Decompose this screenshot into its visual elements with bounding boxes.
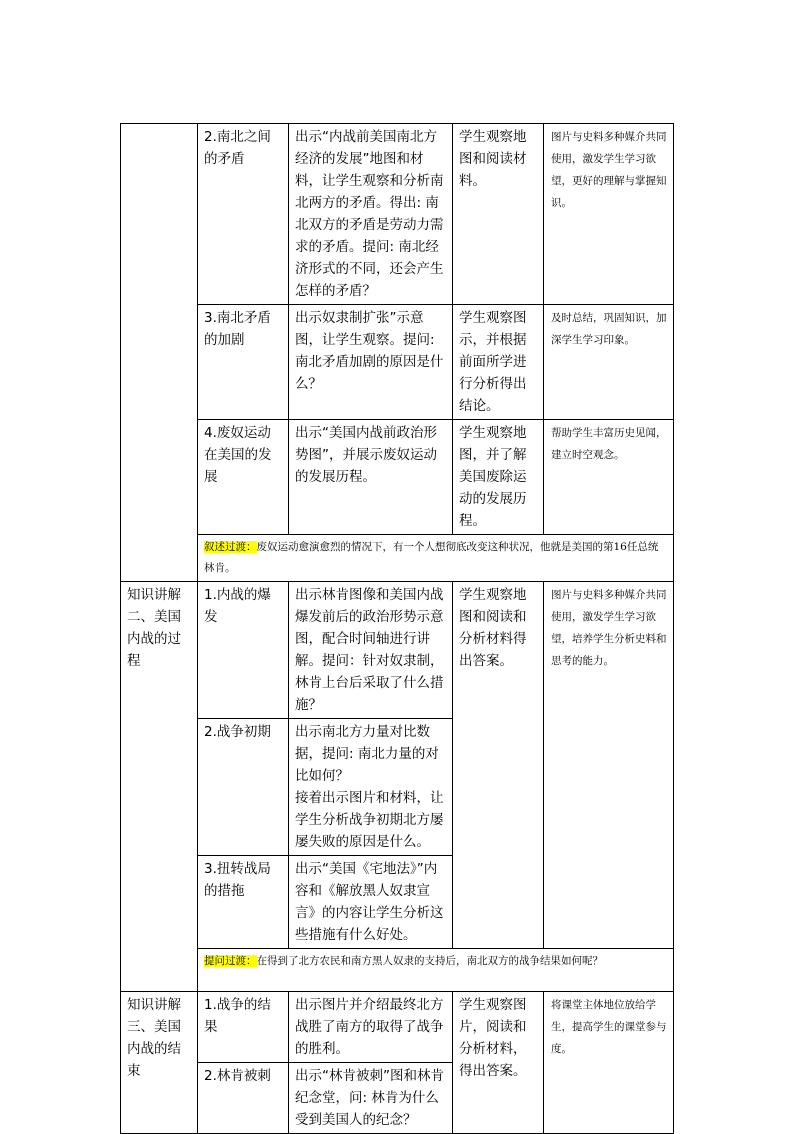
transition-row — [121, 949, 674, 992]
design-purpose-cell: 图片与史料多种媒介共同使用，激发学生学习欲望，培养学生分析史料和思考的能力。 — [544, 582, 674, 949]
topic-cell: 3.扭转战局的措拖 — [198, 856, 289, 949]
student-activity-cell: 学生观察地图和阅读材料。 — [453, 124, 544, 305]
design-purpose-cell: 及时总结，巩固知识，加深学生学习印象。 — [544, 305, 674, 420]
table-row — [121, 305, 674, 420]
teacher-activity-line: 出示南北方力量对比数据，提问: 南北力量的对比如何？ — [295, 724, 439, 784]
transition-cell — [198, 949, 674, 992]
table-row — [121, 582, 674, 719]
topic-cell: 3.南北矛盾的加剧 — [198, 305, 289, 420]
teacher-activity-cell: 出示林肯图像和美国内战爆发前后的政治形势示意图，配合时间轴进行讲解。提问：针对奴隶制，林肯上台后采取了什么措施？ — [289, 582, 453, 719]
transition-label: 叙述过渡： — [204, 541, 257, 553]
design-purpose-cell: 图片与史料多种媒介共同使用，激发学生学习欲望，更好的理解与掌握知识。 — [544, 124, 674, 305]
design-purpose-cell: 帮助学生丰富历史见闻，建立时空观念。 — [544, 420, 674, 535]
student-activity-cell: 学生观察图示，并根据前面所学进行分析得出结论。 — [453, 305, 544, 420]
section-cell: 知识讲解二、美国内战的过程 — [121, 582, 198, 992]
table-row — [121, 124, 674, 305]
teacher-activity-cell: 出示“美国内战前政治形势图”，并展示废奴运动的发展历程。 — [289, 420, 453, 535]
topic-cell: 2.南北之间的矛盾 — [198, 124, 289, 305]
transition-cell — [198, 535, 674, 582]
lesson-plan-table — [120, 123, 674, 1134]
teacher-activity-cell: 出示“林肯被刺”图和林肯纪念堂，问: 林肯为什么受到美国人的纪念？ — [289, 1063, 453, 1134]
teacher-activity-cell — [289, 719, 453, 856]
topic-cell: 2.林肯被刺 — [198, 1063, 289, 1134]
table-row — [121, 992, 674, 1063]
topic-cell: 1.战争的结果 — [198, 992, 289, 1063]
table-row — [121, 420, 674, 535]
teacher-activity-cell: 出示图片并介绍最终北方战胜了南方的取得了战争的胜利。 — [289, 992, 453, 1063]
teacher-activity-cell: 出示“内战前美国南北方经济的发展”地图和材料，让学生观察和分析南北两方的矛盾。得出: 南北双方的矛盾是劳动力需求的矛盾。提问: 南北经济形式的不同，还会产生怎样的矛盾？ — [289, 124, 453, 305]
transition-text: 在得到了北方农民和南方黑人奴隶的支持后，南北双方的战争结果如何呢？ — [256, 955, 603, 967]
section-cell-empty — [121, 124, 198, 582]
student-activity-cell: 学生观察地图，并了解美国废除运动的发展历程。 — [453, 420, 544, 535]
teacher-activity-line: 接着出示图片和材料，让学生分析战争初期北方屡屡失败的原因是什么。 — [295, 790, 444, 850]
teacher-activity-cell: 出示奴隶制扩张”示意图，让学生观察。提问: 南北矛盾加剧的原因是什么？ — [289, 305, 453, 420]
transition-text: 废奴运动愈演愈烈的情况下，有一个人想彻底改变这种状况，他就是美国的第16任总统林肯。 — [204, 541, 659, 574]
teacher-activity-cell: 出示“美国《宅地法》”内容和《解放黑人奴隶宣言》的内容让学生分析这些措施有什么好处。 — [289, 856, 453, 949]
topic-cell: 2.战争初期 — [198, 719, 289, 856]
topic-cell: 4.废奴运动在美国的发展 — [198, 420, 289, 535]
topic-cell: 1.内战的爆发 — [198, 582, 289, 719]
transition-row — [121, 535, 674, 582]
design-purpose-cell: 将课堂主体地位放给学生，提高学生的课堂参与度。 — [544, 992, 674, 1134]
student-activity-cell: 学生观察地图和阅读和分析材料得出答案。 — [453, 582, 544, 949]
student-activity-cell: 学生观察图片，阅读和分析材料，得出答案。 — [453, 992, 544, 1134]
section-cell: 知识讲解三、美国内战的结束 — [121, 992, 198, 1134]
transition-label: 提问过渡： — [204, 955, 257, 967]
